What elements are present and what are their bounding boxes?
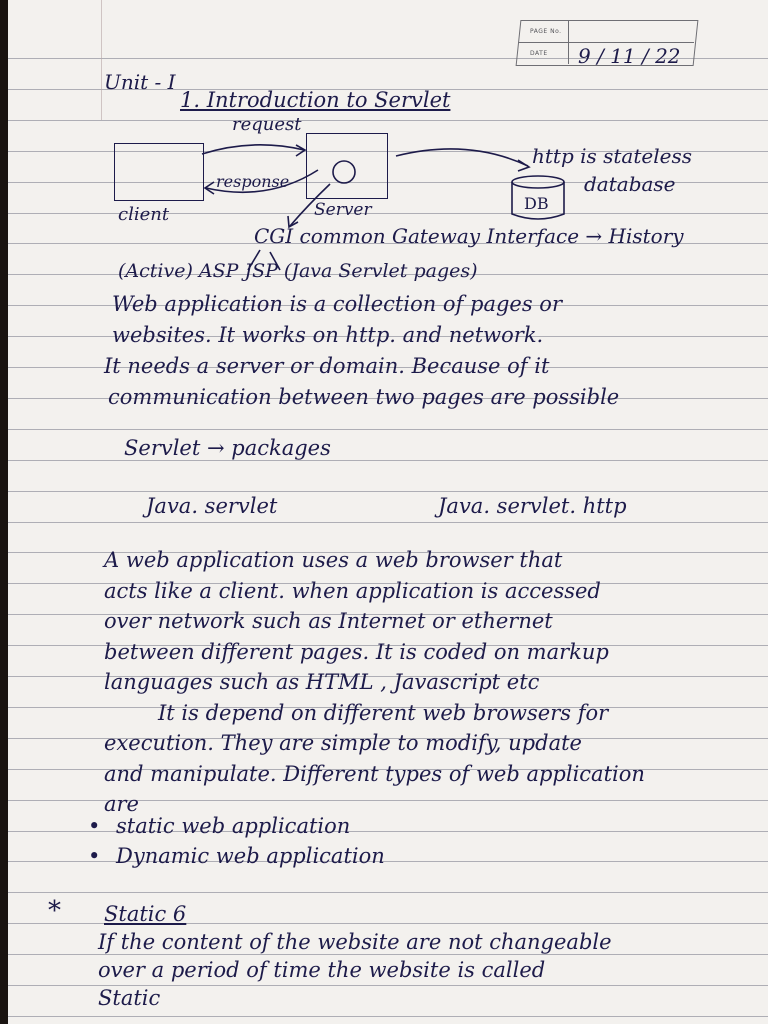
para1-line: websites. It works on http. and network.	[112, 323, 544, 347]
asp-jsp-line: (Active) ASP JSP (Java Servlet pages)	[118, 260, 478, 282]
star-marker: *	[48, 896, 61, 926]
bullet-dot: •	[88, 814, 101, 838]
para3-line: Static	[98, 986, 161, 1010]
page-no-label: PAGE No.	[530, 28, 562, 35]
package-javax-servlet-http: Java. servlet. http	[438, 494, 627, 518]
static-heading: Static 6	[104, 902, 187, 926]
ruled-line	[8, 460, 768, 461]
para2-line: and manipulate. Different types of web application	[104, 762, 645, 786]
servlet-packages-line: Servlet → packages	[124, 436, 331, 460]
bullet-dot: •	[88, 844, 101, 868]
cgi-line: CGI common Gateway Interface → History	[254, 224, 684, 248]
server-label: Server	[314, 200, 372, 220]
http-stateless-label: http is stateless	[532, 144, 692, 168]
request-label: request	[232, 114, 302, 135]
cgi-arrow	[290, 184, 330, 226]
ruled-line	[8, 1016, 768, 1017]
para1-line: It needs a server or domain. Because of it	[104, 354, 550, 378]
database-label: database	[584, 172, 676, 196]
para2-line: are	[104, 792, 139, 816]
date-value: 9 / 11 / 22	[578, 44, 681, 68]
client-label: client	[118, 204, 170, 225]
package-javax-servlet: Java. servlet	[146, 494, 278, 518]
db-cylinder-top	[512, 176, 564, 188]
para2-line: acts like a client. when application is accessed	[104, 579, 601, 603]
request-arrow	[202, 145, 304, 154]
para2-line: between different pages. It is coded on markup	[104, 640, 609, 664]
para1-line: communication between two pages are possible	[108, 385, 620, 409]
para2-line: over network such as Internet or ethernet	[104, 609, 553, 633]
response-label: response	[216, 172, 290, 191]
ruled-line	[8, 491, 768, 492]
unit-title: Unit - I	[104, 70, 176, 94]
db-label: DB	[524, 194, 549, 213]
bullet-item: static web application	[116, 814, 351, 838]
diagram-arrows	[8, 0, 768, 300]
db-arrowhead	[518, 160, 529, 171]
ruled-line	[8, 954, 768, 955]
section-heading: 1. Introduction to Servlet	[180, 88, 451, 112]
ruled-line	[8, 522, 768, 523]
para2-line: A web application uses a web browser that	[104, 548, 563, 572]
para2-line: languages such as HTML , Javascript etc	[104, 670, 540, 694]
db-arrow	[396, 149, 528, 166]
request-arrowhead	[296, 145, 305, 156]
para1-line: Web application is a collection of pages or	[112, 292, 562, 316]
para3-line: over a period of time the website is called	[98, 958, 546, 982]
para2-line: It is depend on different web browsers for	[158, 701, 609, 725]
para3-line: If the content of the website are not changeable	[98, 930, 612, 954]
ruled-line	[8, 429, 768, 430]
response-arrow	[206, 170, 318, 192]
para2-line: execution. They are simple to modify, update	[104, 731, 582, 755]
date-label: DATE	[530, 50, 548, 57]
bullet-item: Dynamic web application	[116, 844, 385, 868]
notebook-page	[8, 0, 768, 1024]
ruled-line	[8, 892, 768, 893]
server-circle	[333, 161, 355, 183]
